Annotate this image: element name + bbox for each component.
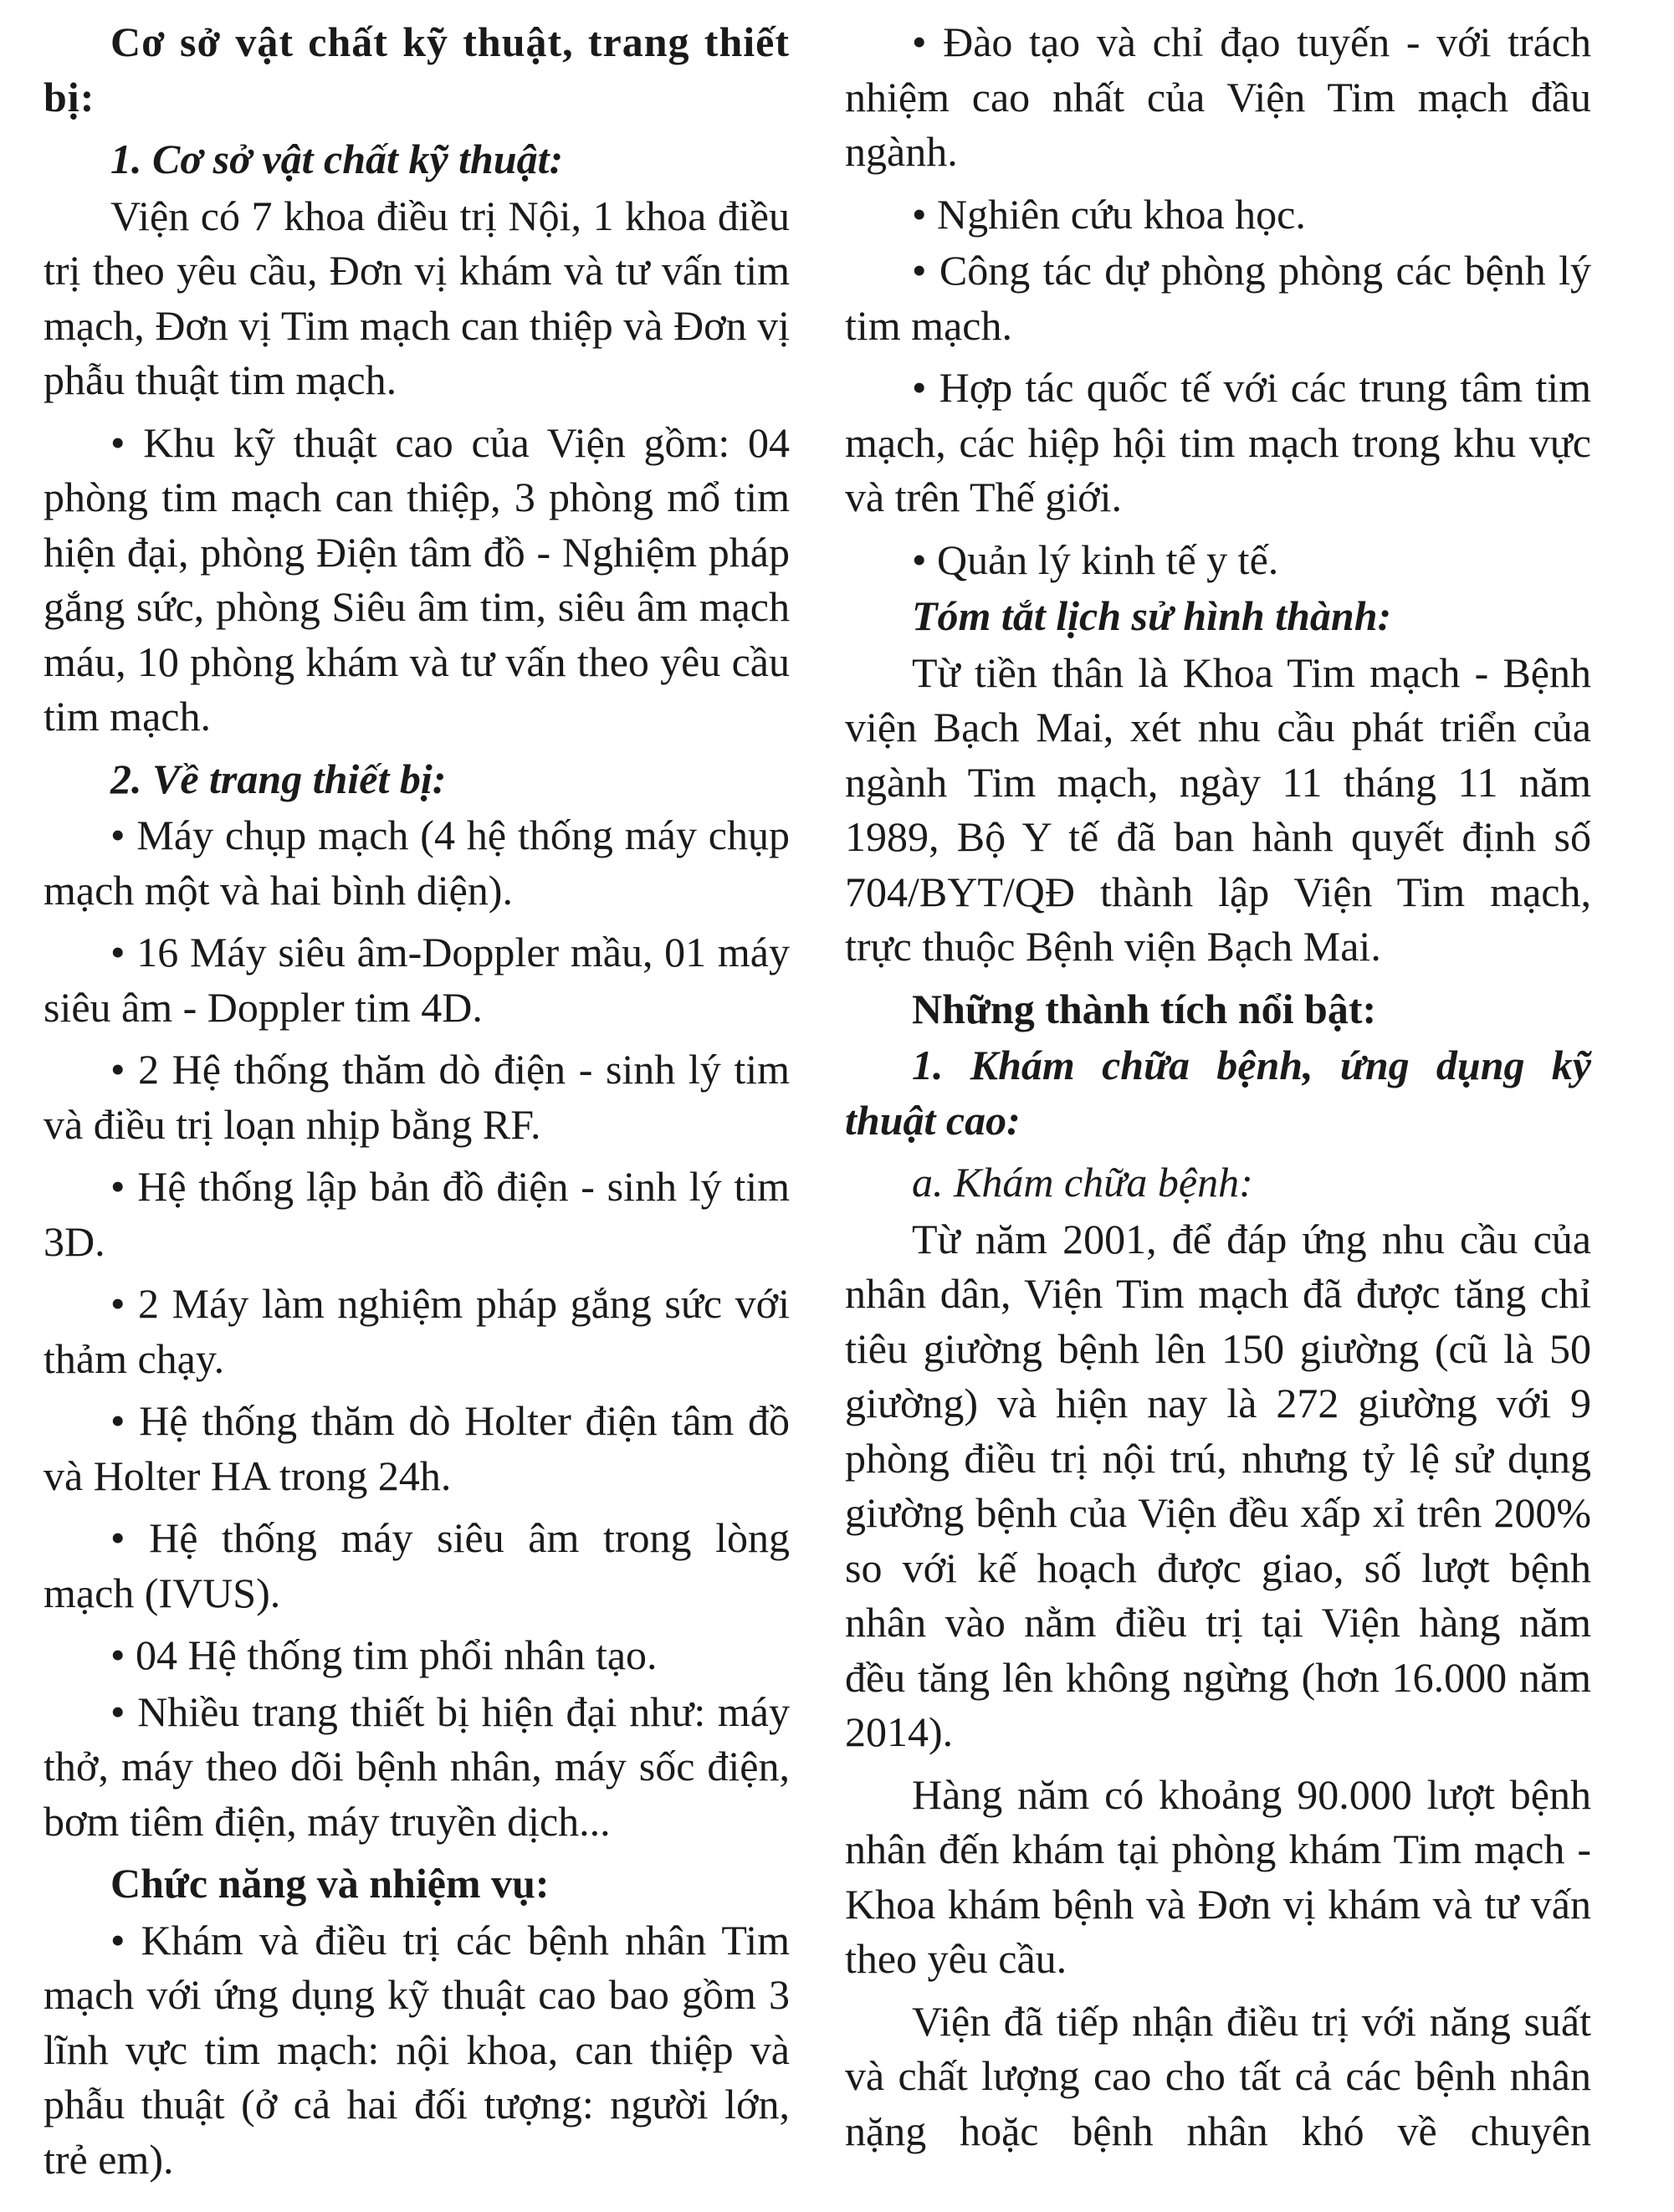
- right-column: [845, 15, 1591, 2190]
- bullet-equipment-2: • 16 Máy siêu âm-Doppler mầu, 01 máy siêu âm - Doppler tim 4D.: [44, 929, 790, 1031]
- bullet-equipment-4: • Hệ thống lập bản đồ điện - sinh lý tim 3D.: [44, 1163, 790, 1265]
- bullet-high-tech-area: • Khu kỹ thuật cao của Viện gồm: 04 phòng tim mạch can thiệp, 3 phòng mổ tim hiện đại, phòng Điện tâm đồ - Nghiệm pháp gắng sức, phòng Siêu âm tim, siêu âm mạch máu, 10 phòng khám và tư vấn theo yêu cầu tim mạch.: [44, 418, 790, 740]
- bullet-equipment-8: • 04 Hệ thống tim phổi nhân tạo.: [110, 1631, 658, 1678]
- bullet-equipment-5: • 2 Máy làm nghiệm pháp gắng sức với thảm chạy.: [44, 1280, 790, 1382]
- paragraph-outpatients: Hàng năm có khoảng 90.000 lượt bệnh nhân đến khám tại phòng khám Tim mạch - Khoa khám bệnh và Đơn vị khám và tư vấn theo yêu cầu.: [845, 1770, 1591, 1982]
- article-page: [44, 15, 1591, 2190]
- paragraph-treatment: Viện đã tiếp nhận điều trị với năng suất và chất lượng cao cho tất cả các bệnh nhân nặng hoặc bệnh nhân khó về chuyên: [845, 1997, 1591, 2154]
- bullet-equipment-3: • 2 Hệ thống thăm dò điện - sinh lý tim và điều trị loạn nhịp bằng RF.: [44, 1046, 790, 1148]
- heading-equipment: 2. Về trang thiết bị:: [110, 755, 447, 802]
- bullet-function-5: • Hợp tác quốc tế với các trung tâm tim mạch, các hiệp hội tim mạch trong khu vực và trên Thế giới.: [845, 364, 1591, 520]
- heading-facilities: Cơ sở vật chất kỹ thuật, trang thiết bị:: [44, 18, 790, 120]
- heading-infrastructure: 1. Cơ sở vật chất kỹ thuật:: [110, 136, 564, 182]
- heading-achievement-1a: a. Khám chữa bệnh:: [912, 1159, 1253, 1206]
- bullet-equipment-7: • Hệ thống máy siêu âm trong lòng mạch (IVUS).: [44, 1514, 790, 1616]
- heading-achievement-1: 1. Khám chữa bệnh, ứng dụng kỹ thuật cao:: [845, 1042, 1591, 1144]
- heading-achievements: Những thành tích nổi bật:: [912, 985, 1377, 1032]
- paragraph-beds: Từ năm 2001, để đáp ứng nhu cầu của nhân dân, Viện Tim mạch đã được tăng chỉ tiêu giường bệnh lên 150 giường (cũ là 50 giường) và hiện nay là 272 giường với 9 phòng điều trị nội trú, nhưng tỷ lệ sử dụng giường bệnh của Viện đều xấp xỉ trên 200% so với kế hoạch được giao, số lượt bệnh nhân vào nằm điều trị tại Viện hàng năm đều tăng lên không ngừng (hơn 16.000 năm 2014).: [845, 1215, 1591, 1755]
- paragraph-history: Từ tiền thân là Khoa Tim mạch - Bệnh viện Bạch Mai, xét nhu cầu phát triển của ngành Tim mạch, ngày 11 tháng 11 năm 1989, Bộ Y tế đã ban hành quyết định số 704/BYT/QĐ thành lập Viện Tim mạch, trực thuộc Bệnh viện Bạch Mai.: [845, 648, 1591, 970]
- paragraph-departments: Viện có 7 khoa điều trị Nội, 1 khoa điều trị theo yêu cầu, Đơn vị khám và tư vấn tim mạch, Đơn vị Tim mạch can thiệp và Đơn vị phẫu thuật tim mạch.: [44, 192, 790, 403]
- bullet-equipment-6: • Hệ thống thăm dò Holter điện tâm đồ và Holter HA trong 24h.: [44, 1397, 790, 1499]
- heading-history: Tóm tắt lịch sử hình thành:: [912, 592, 1392, 639]
- bullet-function-3: • Nghiên cứu khoa học.: [912, 190, 1306, 238]
- bullet-function-6: • Quản lý kinh tế y tế.: [912, 535, 1279, 583]
- bullet-function-4: • Công tác dự phòng phòng các bệnh lý tim mạch.: [845, 247, 1591, 349]
- bullet-function-2: • Đào tạo và chỉ đạo tuyến - với trách nhiệm cao nhất của Viện Tim mạch đầu ngành.: [845, 18, 1591, 175]
- heading-functions: Chức năng và nhiệm vụ:: [110, 1860, 550, 1907]
- left-column: [44, 15, 790, 2190]
- bullet-equipment-1: • Máy chụp mạch (4 hệ thống máy chụp mạch một và hai bình diện).: [44, 812, 790, 914]
- bullet-function-1: • Khám và điều trị các bệnh nhân Tim mạch với ứng dụng kỹ thuật cao bao gồm 3 lĩnh vực tim mạch: nội khoa, can thiệp và phẫu thuật (ở cả hai đối tượng: người lớn, trẻ em).: [44, 1916, 790, 2183]
- bullet-equipment-9: • Nhiều trang thiết bị hiện đại như: máy thở, máy theo dõi bệnh nhân, máy sốc điện, bơm tiêm điện, máy truyền dịch...: [44, 1687, 790, 1845]
